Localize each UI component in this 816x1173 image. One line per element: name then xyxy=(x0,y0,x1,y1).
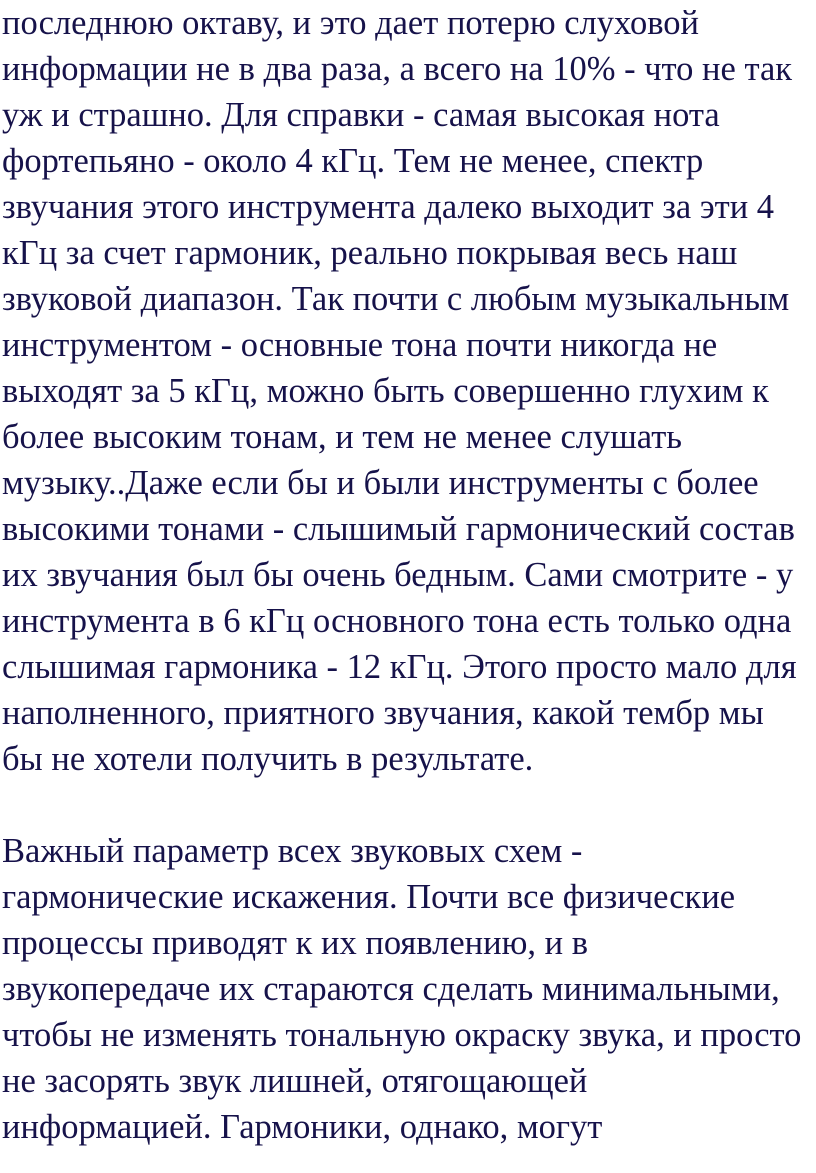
text-line: слышимая гармоника - 12 кГц. Этого просто мало для xyxy=(2,648,797,686)
text-line: гармонические искажения. Почти все физические xyxy=(2,878,736,916)
text-line: высокими тонами - слышимый гармонический состав xyxy=(2,510,795,548)
text-line: уж и страшно. Для справки - самая высокая нота xyxy=(2,96,720,134)
text-line: их звучания был бы очень бедным. Сами смотрите - у xyxy=(2,556,794,594)
text-line: наполненного, приятного звучания, какой тембр мы xyxy=(2,694,764,732)
text-line: кГц за счет гармоник, реально покрывая весь наш xyxy=(2,234,738,272)
text-line: информацией. Гармоники, однако, могут xyxy=(2,1108,603,1146)
text-line: звучания этого инструмента далеко выходит за эти 4 xyxy=(2,188,775,226)
text-line: фортепьяно - около 4 кГц. Тем не менее, спектр xyxy=(2,142,704,180)
text-line: выходят за 5 кГц, можно быть совершенно глухим к xyxy=(2,372,769,410)
text-line: Важный параметр всех звуковых схем - xyxy=(2,832,583,870)
text-line: процессы приводят к их появлению, и в xyxy=(2,924,588,962)
text-line: звуковой диапазон. Так почти с любым музыкальным xyxy=(2,280,790,318)
text-line: инструментом - основные тона почти никогда не xyxy=(2,326,718,364)
text-line: музыку..Даже если бы и были инструменты с более xyxy=(2,464,759,502)
text-line: более высоким тонам, и тем не менее слушать xyxy=(2,418,683,456)
text-line: звукопередаче их стараются сделать минимальными, xyxy=(2,970,780,1008)
text-line: инструмента в 6 кГц основного тона есть только одна xyxy=(2,602,792,640)
text-line: не засорять звук лишней, отягощающей xyxy=(2,1062,588,1100)
text-line: информации не в два раза, а всего на 10% - что не так xyxy=(2,50,793,88)
text-line: чтобы не изменять тональную окраску звука, и просто xyxy=(2,1016,802,1054)
text-line: бы не хотели получить в результате. xyxy=(2,740,534,778)
text-line: последнюю октаву, и это дает потерю слуховой xyxy=(2,4,699,42)
